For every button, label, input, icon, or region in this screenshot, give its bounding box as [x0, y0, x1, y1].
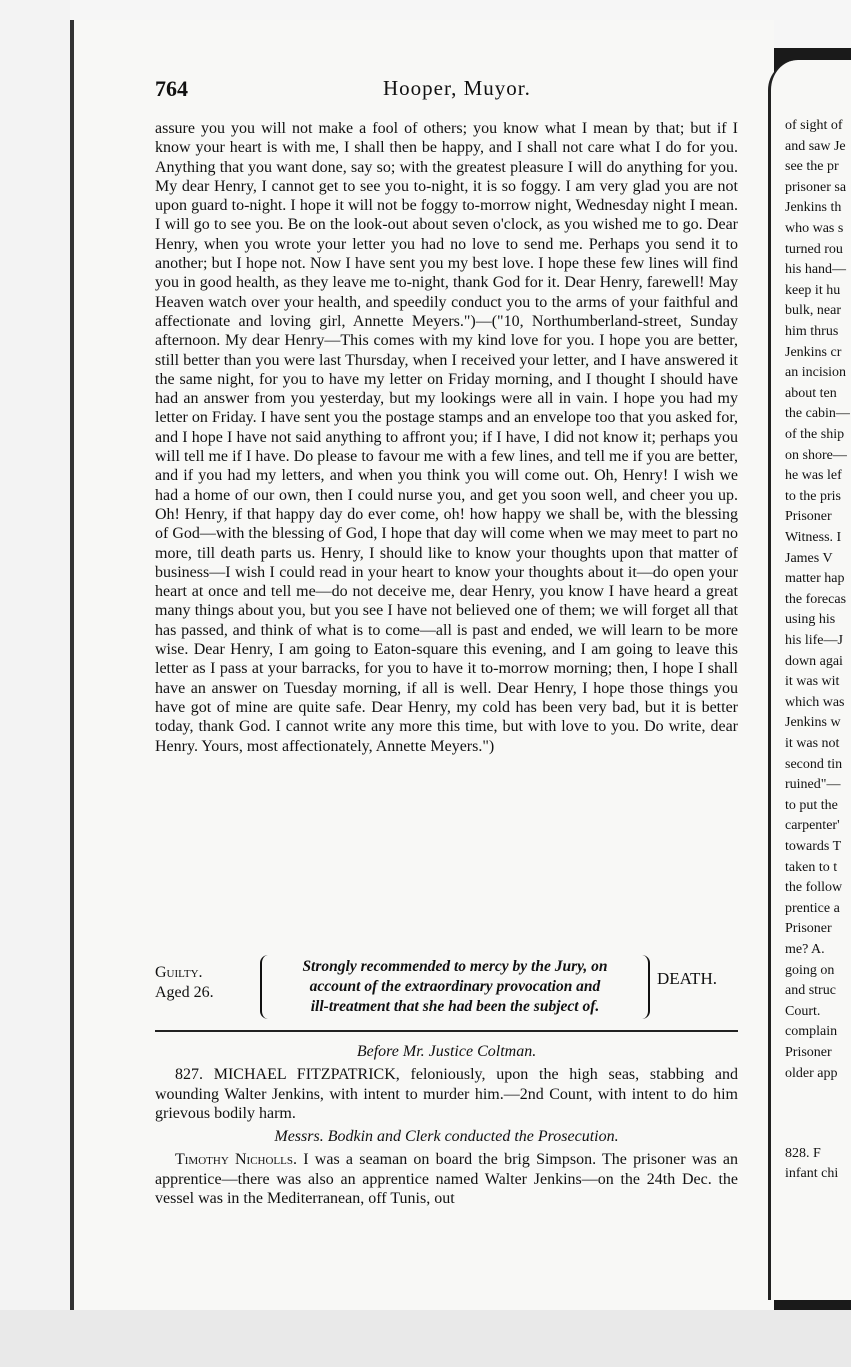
right-page-line: ruined"— [785, 777, 841, 793]
right-page-line: the follow [785, 880, 843, 896]
right-page-line: of the ship [785, 427, 845, 442]
right-page-line: keep it hu [785, 282, 841, 298]
right-page-line: Prisoner [785, 1045, 832, 1060]
page-header [155, 76, 735, 106]
scan-bottom-margin [0, 1310, 851, 1367]
right-page-line: and struc [785, 983, 836, 999]
judge-line: Before Mr. Justice Coltman. [356, 1043, 537, 1060]
section-divider [155, 1030, 738, 1032]
right-page-line: the forecas [785, 591, 847, 607]
right-page-line: turned rou [785, 241, 843, 257]
verdict-age: Aged 26. [155, 984, 214, 1001]
right-page-line: an incision [785, 365, 847, 381]
right-page-line: which was [785, 694, 845, 710]
right-page-line: second tin [785, 756, 843, 772]
sentence: DEATH. [657, 969, 717, 988]
right-page-line: it was wit [785, 674, 840, 690]
right-page-line: to the pris [785, 488, 841, 504]
recommendation-line: ill-treatment that she had been the subject of. [310, 998, 600, 1015]
right-page-line: him thrus [785, 324, 839, 339]
right-page-line: it was not [785, 736, 840, 751]
verdict-block [155, 955, 738, 1019]
right-page-line: complain [785, 1024, 838, 1040]
right-page-line: going on [785, 962, 835, 978]
right-page [768, 60, 851, 1300]
jury-recommendation [260, 955, 650, 1019]
testimony [155, 1150, 738, 1208]
right-page-line: Jenkins w [785, 715, 841, 731]
right-page-line: Jenkins th [785, 200, 842, 216]
right-page-line: about ten [785, 385, 837, 401]
right-page-line: to put the [785, 797, 838, 813]
witness-name: Timothy Nicholls. [175, 1151, 297, 1169]
right-page-line: me? A. [785, 942, 825, 957]
right-page-line: his life—J [785, 633, 843, 648]
right-page-line: 828. F [785, 1145, 821, 1161]
page-number: 764 [155, 76, 188, 101]
right-page-line: using his [785, 612, 836, 628]
recommendation-line: Strongly recommended to mercy by the Jury, on [302, 958, 608, 975]
recommendation-line: account of the extraordinary provocation and [309, 978, 601, 995]
right-page-line: infant chi [785, 1165, 839, 1181]
right-page-line: prentice a [785, 900, 840, 916]
right-page-line: his hand— [785, 262, 847, 278]
right-page-line: he was lef [785, 468, 842, 484]
testimony-text: I was a seaman on board the brig Simpson. The prisoner was an apprentice—there was also an apprentice named Walter Jenkins—on the 24th Dec. the vessel was in the Mediterranean, off Tunis, out [155, 1151, 738, 1208]
verdict-status [155, 963, 247, 1003]
letter-body [155, 119, 738, 756]
right-page-line: older app [785, 1065, 838, 1081]
verdict-guilty: Guilty. [155, 964, 203, 981]
indictment: 827. MICHAEL FITZPATRICK, feloniously, upon the high seas, stabbing and wounding Walter Jenkins, with intent to murder him.—2nd Count, with intent to do him grievous bodily harm. [155, 1066, 738, 1122]
right-page-line: James V [785, 550, 833, 566]
right-page-line: prisoner sa [785, 179, 847, 195]
right-page-line: Court. [785, 1003, 821, 1019]
right-page-line: the cabin— [785, 406, 850, 422]
right-page-line: Prisoner [785, 509, 832, 525]
right-page-line: Prisoner [785, 921, 832, 937]
right-page-line: matter hap [785, 571, 845, 587]
right-page-line: and saw Je [785, 138, 846, 154]
running-head: Hooper, Muyor. [383, 76, 531, 100]
right-page-line: bulk, near [785, 303, 841, 319]
right-page-line: who was s [785, 221, 844, 236]
letter-paragraph: assure you you will not make a fool of others; you know what I mean by that; but if I know your heart is with me, I shall then be happy, and I shall not care what I do for you. Anything that you want done, say so; with the greatest pleasure I will do anything for you. My dear Henry, I cannot get to see you to-night, it is so foggy. I am very glad you are not upon guard to-night. I hope it will not be foggy to-morrow night, Wednesday night I mean. I will go to see you. Be on the look-out about seven o'clock, as you wished me to go. Dear Henry, when you wrote your letter you had no love to send me. Perhaps you send it to another; but I hope not. Now I have sent you my best love. I hope these few lines will find you in good health, as they leave me to-night, thank God for it. Dear Henry, farewell! May Heaven watch over your health, and speedily conduct you to the arms of your faithful and affectionate and loving girl, Annette Meyers.")—("10, Northumberland-street, Sunday afternoon. My dear Henry—This comes with my kind love for you. I hope you are better, still better than you were last Thursday, when I received your letter, and I have answered it the same night, for you to have my letter on Friday morning, and I thought I should have had an answer from you yesterday, but my lookings were all in vain. I hope you had my letter on Friday. I have sent you the postage stamps and an envelope too that you asked for, and I hope I have not said anything to affront you; if I have, I did not know it; perhaps you will tell me if I have. Do please to favour me with a few lines, and tell me if you are better, and if you had my letters, and when you think you will come out. Oh, Henry! I wish we had a home of our own, then I could nurse you, and get you soon well, and cheer you up. Oh! Henry, if that happy day do ever come, oh! how happy we shall be, with the blessing of God—with the blessing of God, I hope that day will come when we may meet to part no more, till death parts us. Henry, I should like to know your thoughts upon that matter of business—I wish I could read in your heart to know your thoughts about it—do open your heart at once and tell me—do not deceive me, dear Henry, you know I have heard a great many things about you, but you see I have not believed one of them; we will forget all that has passed, and think of what is to come—all is past and ended, we will learn to be more wise. Dear Henry, I am going to Eaton-square this evening, and I am going to leave this letter as I pass at your barracks, for you to have it to-morrow morning; then, I hope I shall have an answer on Tuesday morning, if all is well. Dear Henry, I hope those things you have got of mine are quite safe. Dear Henry, my cold has been very bad, but it is better today, thank God. I cannot write any more this time, but with love to you. Do write, dear Henry. Yours, most affectionately, Annette Meyers.") [155, 120, 738, 755]
next-case [155, 1042, 738, 1208]
scan-left-margin [0, 0, 70, 1367]
right-page-line: of sight of [785, 118, 843, 133]
right-page-line: on shore— [785, 447, 847, 463]
prosecution-line: Messrs. Bodkin and Clerk conducted the Prosecution. [274, 1128, 619, 1146]
right-page-line: see the pr [785, 159, 839, 175]
right-page-line: taken to t [785, 859, 838, 875]
right-page-line: Jenkins cr [785, 344, 842, 360]
right-page-line: towards T [785, 839, 842, 854]
right-page-line: down agai [785, 653, 843, 669]
right-page-line: carpenter' [785, 818, 840, 834]
right-page-line: Witness. I [785, 530, 842, 545]
